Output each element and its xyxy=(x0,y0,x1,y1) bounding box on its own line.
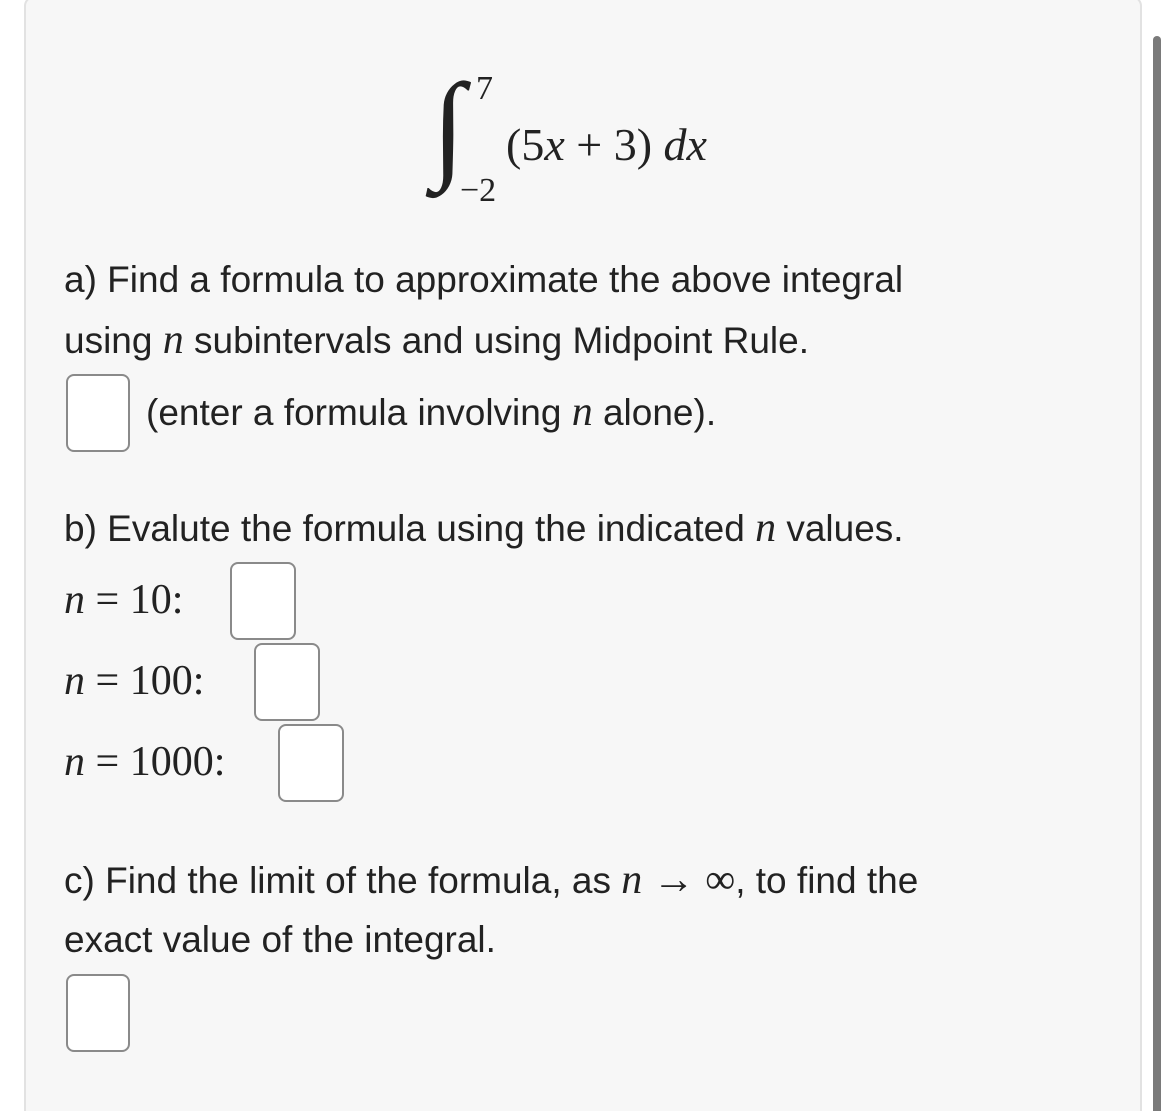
n-10-answer-input[interactable] xyxy=(230,562,296,640)
n-1000-eq: = xyxy=(85,739,130,785)
n-1000-var: n xyxy=(64,739,85,785)
part-c-line-1-var: n xyxy=(621,857,643,903)
integrand-variable: x xyxy=(544,119,565,170)
part-c-line-1 xyxy=(64,858,918,903)
integral-lower-limit: −2 xyxy=(460,172,497,209)
integrand-open: (5 xyxy=(506,119,545,170)
integrand-rest: + 3) xyxy=(564,119,664,170)
part-a-line-3 xyxy=(146,390,716,435)
part-a-line-3-prefix: (enter a formula involving xyxy=(146,392,572,433)
n-100-value: 100: xyxy=(129,658,205,704)
part-b-heading-suffix: values. xyxy=(776,508,904,549)
integral-upper-limit: 7 xyxy=(476,70,493,107)
n-10-value: 10: xyxy=(129,577,184,623)
n-100-answer-input[interactable] xyxy=(254,643,320,721)
n-10-eq: = xyxy=(85,577,130,623)
n-10-label xyxy=(64,578,183,622)
part-c-line-1-prefix: c) Find the limit of the formula, as xyxy=(64,860,622,901)
limit-answer-input[interactable] xyxy=(66,974,130,1052)
n-100-eq: = xyxy=(85,658,130,704)
part-a-line-2 xyxy=(64,318,809,363)
part-b-heading xyxy=(64,506,904,551)
differential: dx xyxy=(663,119,707,170)
formula-answer-input[interactable] xyxy=(66,374,130,452)
scrollbar[interactable] xyxy=(1153,36,1161,1111)
n-10-var: n xyxy=(64,577,85,623)
part-a-line-3-var: n xyxy=(571,389,593,435)
part-c-arrow-infinity: → ∞ xyxy=(642,857,736,903)
part-a-line-2-prefix: using xyxy=(64,320,163,361)
n-100-label xyxy=(64,659,204,703)
n-1000-answer-input[interactable] xyxy=(278,724,344,802)
n-100-var: n xyxy=(64,658,85,704)
part-a-line-2-var: n xyxy=(162,317,184,363)
part-a-line-3-suffix: alone). xyxy=(592,392,717,433)
part-b-heading-prefix: b) Evalute the formula using the indicated xyxy=(64,508,756,549)
part-c-line-1-suffix: , to find the xyxy=(735,860,919,901)
part-c-line-2: exact value of the integral. xyxy=(64,919,496,960)
part-a-line-2-suffix: subintervals and using Midpoint Rule. xyxy=(183,320,809,361)
integral-sign-icon: ∫ xyxy=(432,59,465,192)
integrand xyxy=(506,118,707,171)
n-1000-label xyxy=(64,740,225,784)
part-a-line-1: a) Find a formula to approximate the above integral xyxy=(64,259,904,300)
part-b-heading-var: n xyxy=(755,505,777,551)
n-1000-value: 1000: xyxy=(129,739,226,785)
